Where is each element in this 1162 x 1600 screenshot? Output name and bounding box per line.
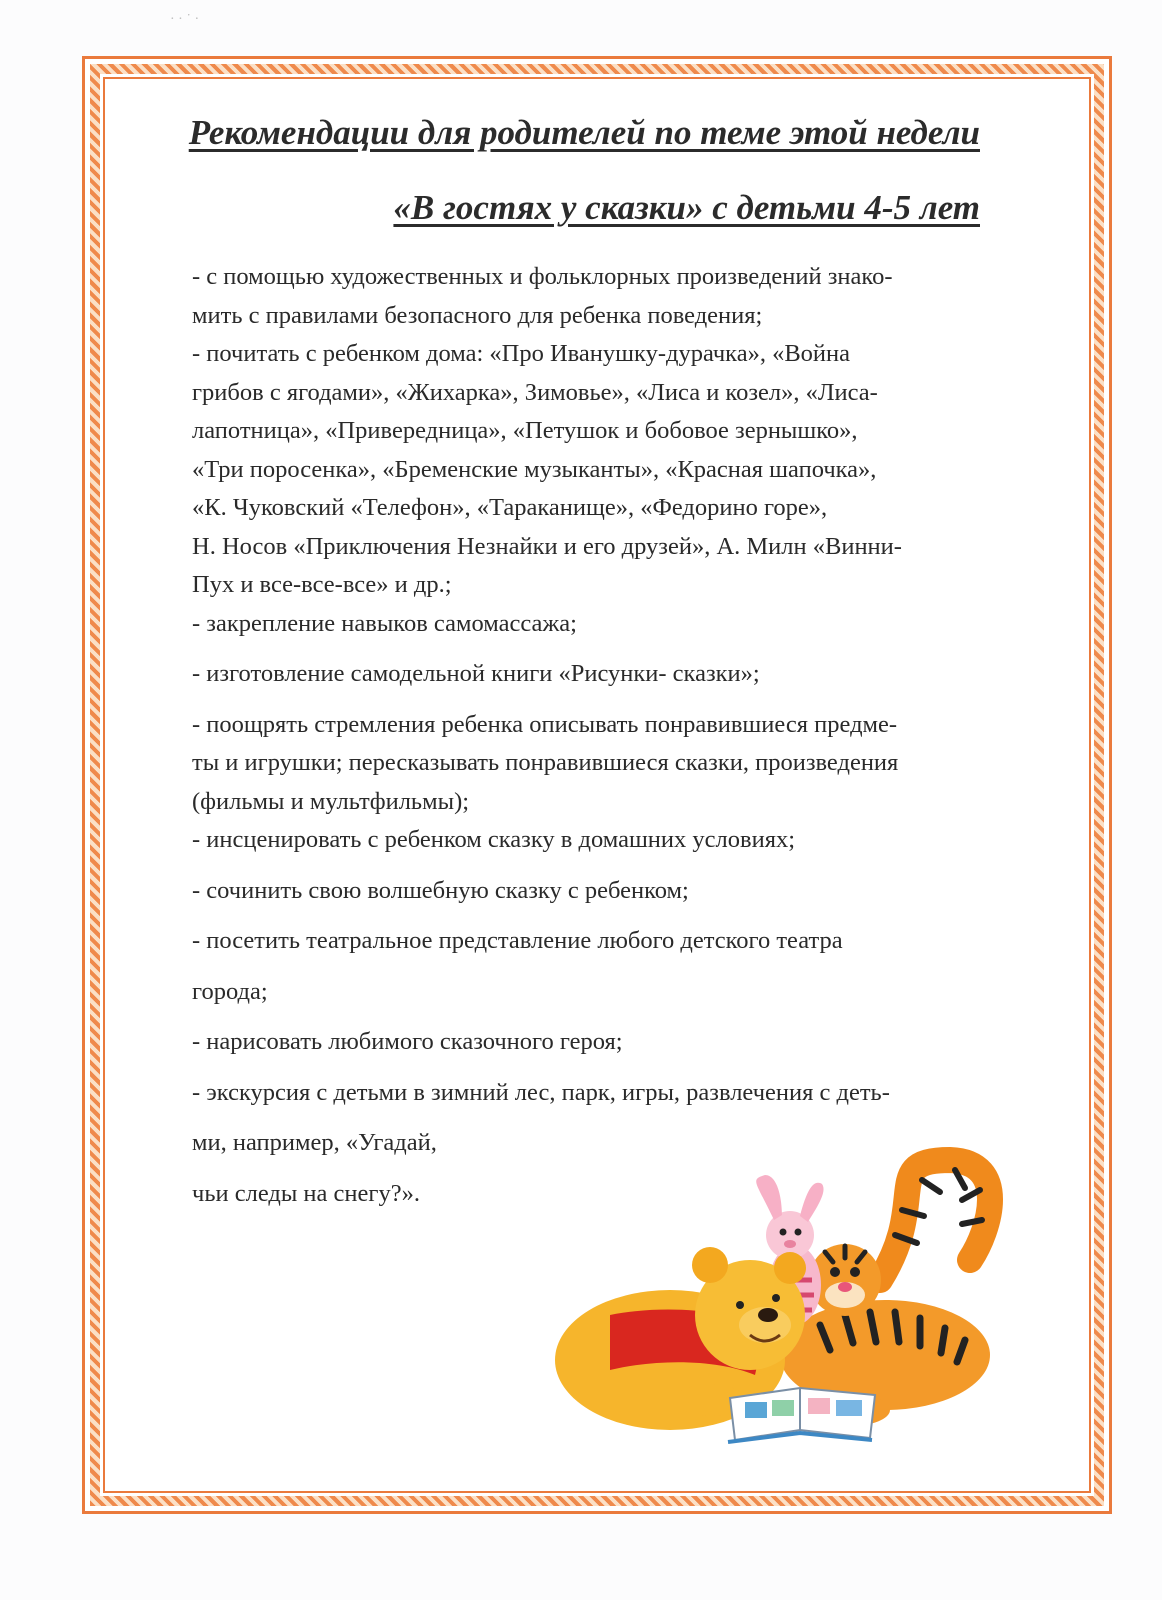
recommendations-text (192, 258, 1072, 1213)
pooh-piglet-tigger-reading-icon (550, 1140, 1020, 1450)
text-line: (фильмы и мультфильмы); (192, 787, 470, 815)
title-line-1: Рекомендации для родителей по теме этой недели (188, 113, 980, 152)
title-line-2: «В гостях у сказки» с детьми 4-5 лет (393, 188, 980, 227)
text-line: - посетить театральное представление любого детского театра (192, 927, 843, 954)
text-line: Пух и все-все-все» и др.; (192, 571, 452, 598)
text-line: - экскурсия с детьми в зимний лес, парк, игры, развлечения с деть- (192, 1078, 890, 1106)
text-line: - почитать с ребенком дома: «Про Иванушку-дурачка», «Война (192, 340, 851, 367)
text-line: - поощрять стремления ребенка описывать понравившиеся предме- (192, 710, 898, 738)
text-line: грибов с ягодами», «Жихарка», Зимовье», «Лиса и козел», «Лиса- (192, 378, 878, 406)
text-line: чьи следы на снегу?». (192, 1179, 420, 1207)
text-line: - с помощью художественных и фольклорных произведений знако- (192, 263, 893, 290)
text-line: «К. Чуковский «Телефон», «Тараканище», «Федорино горе», (192, 494, 828, 521)
text-line: - инсценировать с ребенком сказку в домашних условиях; (192, 826, 796, 853)
text-line: - закрепление навыков самомассажа; (192, 609, 577, 637)
text-line: «Три поросенка», «Бременские музыканты», «Красная шапочка», (192, 455, 877, 483)
scan-specks: · · ˙ · (170, 12, 200, 27)
text-line: - нарисовать любимого сказочного героя; (192, 1028, 623, 1055)
text-line: мить с правилами безопасного для ребенка поведения; (192, 301, 763, 329)
text-line: - изготовление самодельной книги «Рисунки- сказки»; (192, 660, 760, 687)
text-line: Н. Носов «Приключения Незнайки и его друзей», А. Милн «Винни- (192, 532, 902, 560)
text-line: города; (192, 977, 268, 1005)
text-line: лапотница», «Привередница», «Петушок и бобовое зернышко», (192, 417, 858, 444)
text-line: - сочинить свою волшебную сказку с ребенком; (192, 876, 689, 904)
text-line: ты и игрушки; пересказывать понравившиеся сказки, произведения (192, 749, 899, 776)
text-line: ми, например, «Угадай, (192, 1129, 437, 1156)
